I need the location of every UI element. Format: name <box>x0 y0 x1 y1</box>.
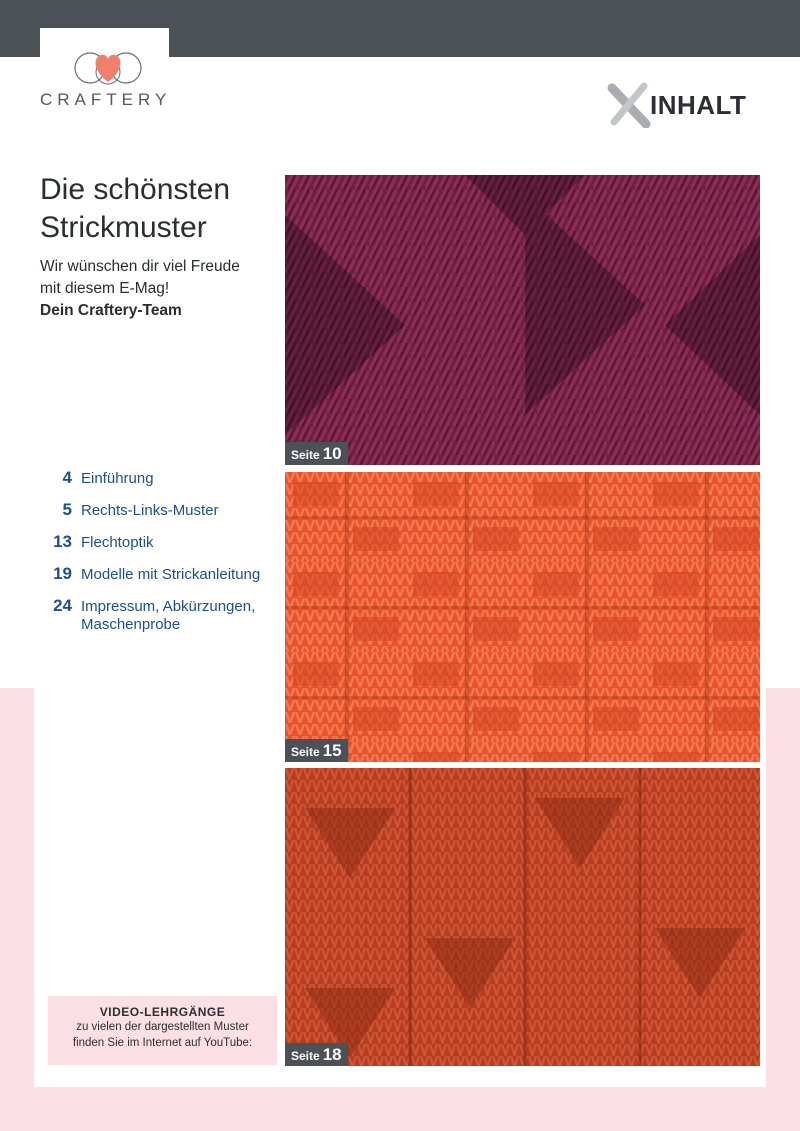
toc-label-line-1: Impressum, Abkürzungen, <box>81 598 256 615</box>
toc-page-number: 24 <box>53 596 72 615</box>
intro-line-2: mit diesem E-Mag! <box>40 280 170 297</box>
intro-text <box>40 256 280 322</box>
knit-texture-rust <box>285 768 760 1066</box>
toc-label <box>81 598 281 634</box>
craftery-logo[interactable] <box>40 28 172 124</box>
badge-word: Seite <box>291 448 320 462</box>
toc-label-line-2: Maschenprobe <box>81 616 181 633</box>
brush-x-icon <box>606 80 654 128</box>
toc-label: Einführung <box>81 470 154 487</box>
video-line-1: zu vielen der dargestellten Muster <box>76 1021 249 1033</box>
toc-label: Rechts-Links-Muster <box>81 502 219 519</box>
video-title: VIDEO-LEHRGÄNGE <box>99 1005 226 1019</box>
toc-page-number: 4 <box>62 468 72 487</box>
badge-page-number: 18 <box>322 1045 342 1064</box>
badge-page-number: 10 <box>322 444 342 463</box>
title-line-1: Die schönsten <box>40 173 231 206</box>
brand-name: CRAFTERY <box>40 90 172 109</box>
toc-label: Modelle mit Strickanleitung <box>81 566 261 583</box>
toc-page-number: 5 <box>62 500 72 519</box>
page-title <box>40 171 280 247</box>
knit-pattern-photo-1[interactable] <box>285 175 760 465</box>
title-line-2: Strickmuster <box>40 211 207 244</box>
toc-page-number: 13 <box>53 532 72 551</box>
page-badge <box>285 442 348 465</box>
toc-label: Flechtoptik <box>81 534 154 551</box>
badge-word: Seite <box>291 1049 320 1063</box>
knit-texture-orange <box>285 472 760 762</box>
video-line-2: finden Sie im Internet auf YouTube: <box>72 1037 253 1049</box>
intro-signature: Dein Craftery-Team <box>40 302 182 319</box>
badge-page-number: 15 <box>322 741 342 760</box>
knit-pattern-photo-3[interactable] <box>285 768 760 1066</box>
section-title: INHALT <box>650 90 747 120</box>
knit-pattern-photo-2[interactable] <box>285 472 760 762</box>
page-badge <box>285 739 348 762</box>
intro-line-1: Wir wünschen dir viel Freude <box>40 258 240 275</box>
badge-word: Seite <box>291 745 320 759</box>
video-tutorials-box <box>48 996 277 1065</box>
heart-logo-icon <box>68 42 148 90</box>
knit-texture-purple <box>285 175 760 465</box>
toc-page-number: 19 <box>53 564 72 583</box>
page-badge <box>285 1043 348 1066</box>
